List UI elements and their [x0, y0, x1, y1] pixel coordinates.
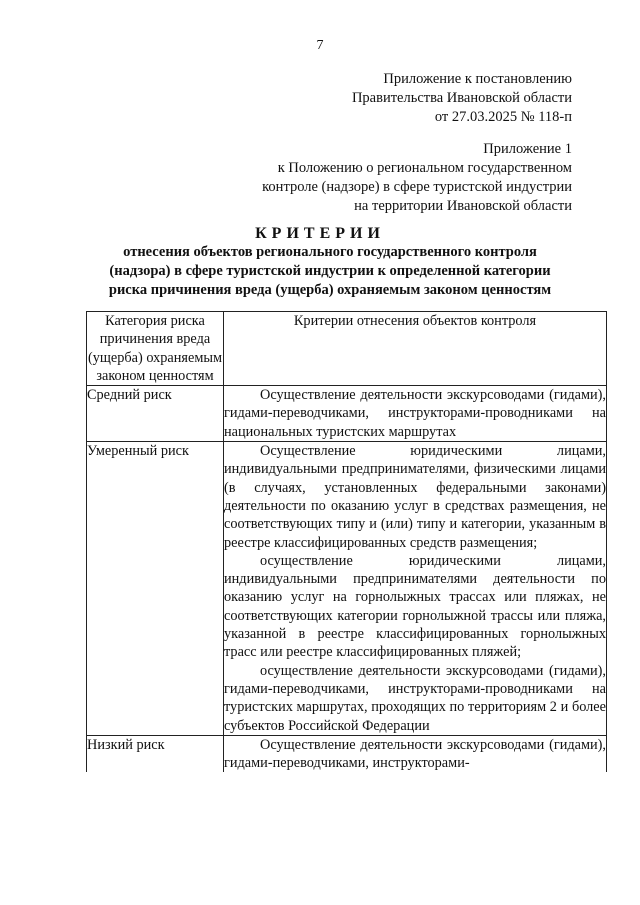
document-subtitle — [60, 243, 600, 300]
approval-line: Приложение к постановлению — [383, 71, 572, 87]
annex-line: контроле (надзоре) в сфере туристской индустрии — [262, 179, 572, 195]
risk-category: Низкий риск — [87, 735, 224, 772]
approval-line: Правительства Ивановской области — [351, 90, 572, 106]
subtitle-line: отнесения объектов регионального государственного контроля — [123, 244, 537, 260]
table-row-medium-risk — [87, 386, 607, 442]
annex-line: к Положению о региональном государственном — [277, 160, 572, 176]
table-row-low-risk — [87, 735, 607, 772]
criteria-paragraph: Осуществление деятельности экскурсоводами (гидами), гидами-переводчиками, инструкторами- — [224, 736, 606, 772]
risk-criteria — [224, 735, 607, 772]
header-category: Категория риска причинения вреда (ущерба) охраняемым законом ценностям — [87, 313, 223, 384]
header-criteria: Критерии отнесения объектов контроля — [224, 312, 607, 386]
document-title: КРИТЕРИИ — [255, 225, 385, 242]
criteria-table — [86, 311, 607, 772]
criteria-paragraph: Осуществление юридическими лицами, индивидуальными предпринимателями, физическими лицами (в случаях, установленных федеральными законами) деятельности по оказанию услуг в средствах размещения, не соответствующих типу и (или) типу и категории, указанным в реестре классифицированных средств размещения; — [224, 443, 606, 551]
approval-line: от 27.03.2025 № 118-п — [434, 109, 572, 125]
table-header-row — [87, 312, 607, 386]
table-row-moderate-risk — [87, 442, 607, 736]
criteria-paragraph: осуществление юридическими лицами, индивидуальными предпринимателями деятельности по оказанию услуг на горнолыжных трассах или пляжах, не соответствующих категории горнолыжной трассы или пляжа, указанной в реестре классифицированных горнолыжных трасс или реестре классифицированных пляжей; — [224, 552, 606, 661]
criteria-paragraph: осуществление деятельности экскурсоводами (гидами), гидами-переводчиками, инструкторами-проводниками на туристских маршрутах, проходящих по территориям 2 и более субъектов Российской Федерации — [224, 662, 606, 734]
risk-category: Умеренный риск — [87, 442, 224, 736]
page-number: 7 — [316, 38, 324, 53]
subtitle-line: риска причинения вреда (ущерба) охраняемым законом ценностям — [108, 282, 552, 298]
approval-reference — [352, 70, 572, 127]
subtitle-line: (надзора) в сфере туристской индустрии к определенной категории — [109, 263, 551, 279]
annex-reference — [262, 140, 572, 216]
annex-line: на территории Ивановской области — [354, 198, 572, 214]
annex-line: Приложение 1 — [483, 141, 572, 157]
risk-criteria — [224, 442, 607, 736]
criteria-paragraph: Осуществление деятельности экскурсоводами (гидами), гидами-переводчиками, инструкторами-проводниками на национальных туристских маршрутах — [224, 387, 606, 440]
risk-criteria — [224, 386, 607, 442]
risk-category: Средний риск — [87, 386, 224, 442]
